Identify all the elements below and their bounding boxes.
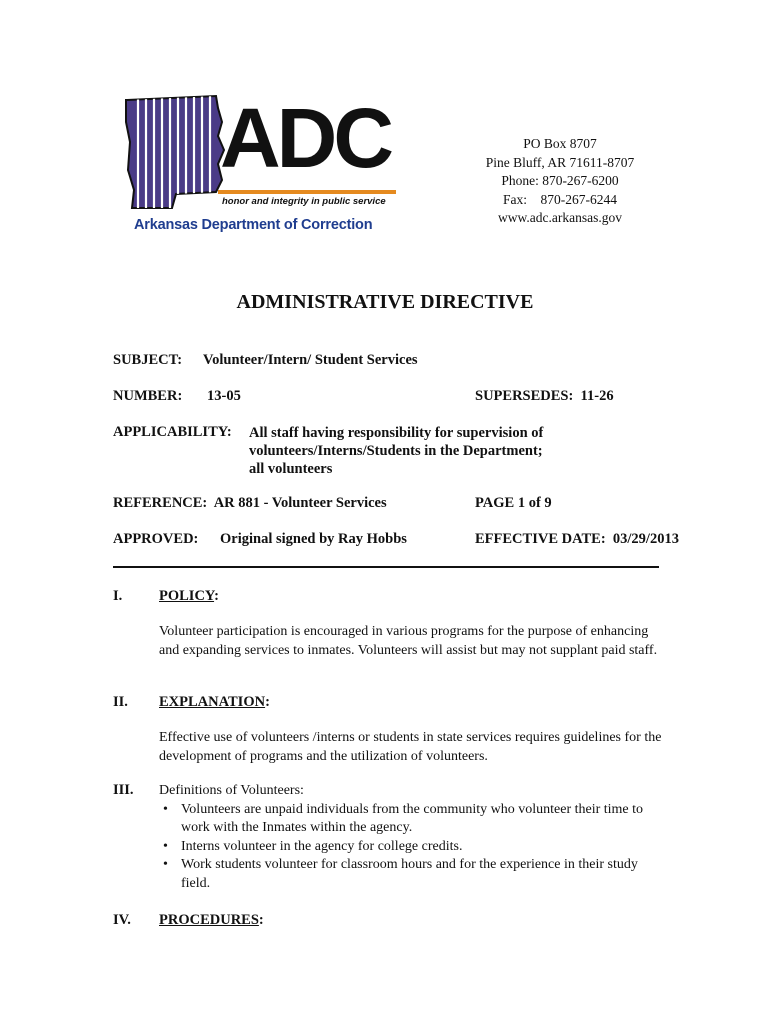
approved-value: Original signed by Ray Hobbs <box>220 531 407 547</box>
section-4-number: IV. <box>113 912 131 928</box>
logo-department-name: Arkansas Department of Correction <box>134 217 373 233</box>
logo-tagline: honor and integrity in public service <box>222 196 386 207</box>
section-4-title: PROCEDURES <box>159 912 259 928</box>
list-item: • Work students volunteer for classroom hours and for the experience in their study field. <box>159 856 659 893</box>
section-2-title: EXPLANATION <box>159 694 266 710</box>
section-3-number: III. <box>113 782 134 798</box>
section-1-number: I. <box>113 588 123 604</box>
section-3-content <box>159 782 659 894</box>
supersedes-value: SUPERSEDES: 11-26 <box>475 388 614 404</box>
definitions-list <box>159 801 659 894</box>
section-2-heading: EXPLANATION: <box>159 694 270 710</box>
address-block <box>470 135 650 228</box>
address-website: www.adc.arkansas.gov <box>498 210 622 225</box>
applicability-line: all volunteers <box>249 461 333 477</box>
address-phone: Phone: 870-267-6200 <box>501 173 619 188</box>
subject-value: Volunteer/Intern/ Student Services <box>203 352 418 368</box>
approved-label: APPROVED: <box>113 531 199 547</box>
document-title: ADMINISTRATIVE DIRECTIVE <box>236 291 534 313</box>
section-1-body: Volunteer participation is encouraged in various programs for the purpose of enhancing and expanding services to inmates. Volunteers will assist but may not supplant paid staff. <box>159 624 658 658</box>
section-3-intro: Definitions of Volunteers: <box>159 783 304 798</box>
logo-acronym: ADC <box>220 91 390 185</box>
list-item: • Volunteers are unpaid individuals from the community who volunteer their time to work with the Inmates within the agency. <box>159 801 659 838</box>
number-value: 13-05 <box>207 388 241 404</box>
reference-value: REFERENCE: AR 881 - Volunteer Services <box>113 495 387 511</box>
number-label: NUMBER: <box>113 388 183 404</box>
subject-label: SUBJECT: <box>113 352 183 368</box>
applicability-label: APPLICABILITY: <box>113 424 232 440</box>
section-1-title: POLICY <box>159 588 215 604</box>
divider <box>113 566 659 568</box>
address-fax: Fax: 870-267-6244 <box>503 191 617 207</box>
effective-date: EFFECTIVE DATE: 03/29/2013 <box>475 531 679 547</box>
section-1-heading: POLICY: <box>159 588 219 604</box>
adc-logo <box>118 92 403 242</box>
applicability-value <box>249 424 543 478</box>
page-number: PAGE 1 of 9 <box>475 495 552 511</box>
address-city: Pine Bluff, AR 71611-8707 <box>485 154 635 170</box>
applicability-line: All staff having responsibility for supervision of <box>249 425 544 441</box>
section-2-number: II. <box>113 694 128 710</box>
list-item: • Interns volunteer in the agency for college credits. <box>159 838 659 857</box>
logo-rule <box>218 190 396 194</box>
address-po-box: PO Box 8707 <box>523 136 597 151</box>
section-2-body: Effective use of volunteers /interns or students in state services requires guidelines for the development of programs and the utilization of volunteers. <box>159 730 662 764</box>
applicability-line: volunteers/Interns/Students in the Department; <box>249 443 543 459</box>
section-4-heading: PROCEDURES: <box>159 912 264 928</box>
